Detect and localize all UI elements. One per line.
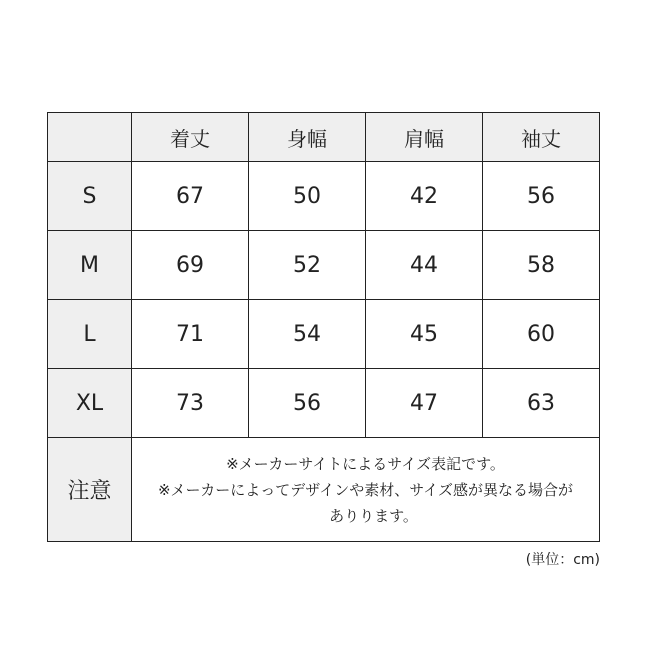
table-cell: 54 (249, 300, 366, 369)
column-header-width: 身幅 (249, 113, 366, 162)
note-row (48, 438, 600, 542)
table-cell: 44 (366, 231, 483, 300)
column-header-length: 着丈 (132, 113, 249, 162)
table-cell: 60 (483, 300, 600, 369)
table-cell: 56 (249, 369, 366, 438)
table-cell: 58 (483, 231, 600, 300)
note-label: 注意 (48, 438, 132, 542)
table-cell: 71 (132, 300, 249, 369)
table-cell: 63 (483, 369, 600, 438)
table-row-m (48, 231, 600, 300)
row-header-size: S (48, 162, 132, 231)
table-cell: 69 (132, 231, 249, 300)
table-cell: 42 (366, 162, 483, 231)
table-row-xl (48, 369, 600, 438)
corner-cell (48, 113, 132, 162)
table-cell: 45 (366, 300, 483, 369)
note-line: ありります。 (329, 506, 418, 525)
table-cell: 73 (132, 369, 249, 438)
note-line: ※メーカーによってデザインや素材、サイズ感が異なる場合が (157, 480, 574, 499)
table-cell: 50 (249, 162, 366, 231)
column-header-sleeve: 袖丈 (483, 113, 600, 162)
note-content (132, 438, 600, 542)
row-header-size: L (48, 300, 132, 369)
note-line: ※メーカーサイトによるサイズ表記です。 (226, 454, 505, 473)
header-row (48, 113, 600, 162)
row-header-size: XL (48, 369, 132, 438)
column-header-shoulder: 肩幅 (366, 113, 483, 162)
unit-label: (単位：cm) (525, 552, 600, 568)
table-row-s (48, 162, 600, 231)
table-row-l (48, 300, 600, 369)
table-cell: 56 (483, 162, 600, 231)
table-cell: 52 (249, 231, 366, 300)
table-cell: 67 (132, 162, 249, 231)
table-cell: 47 (366, 369, 483, 438)
size-table (47, 112, 600, 542)
row-header-size: M (48, 231, 132, 300)
